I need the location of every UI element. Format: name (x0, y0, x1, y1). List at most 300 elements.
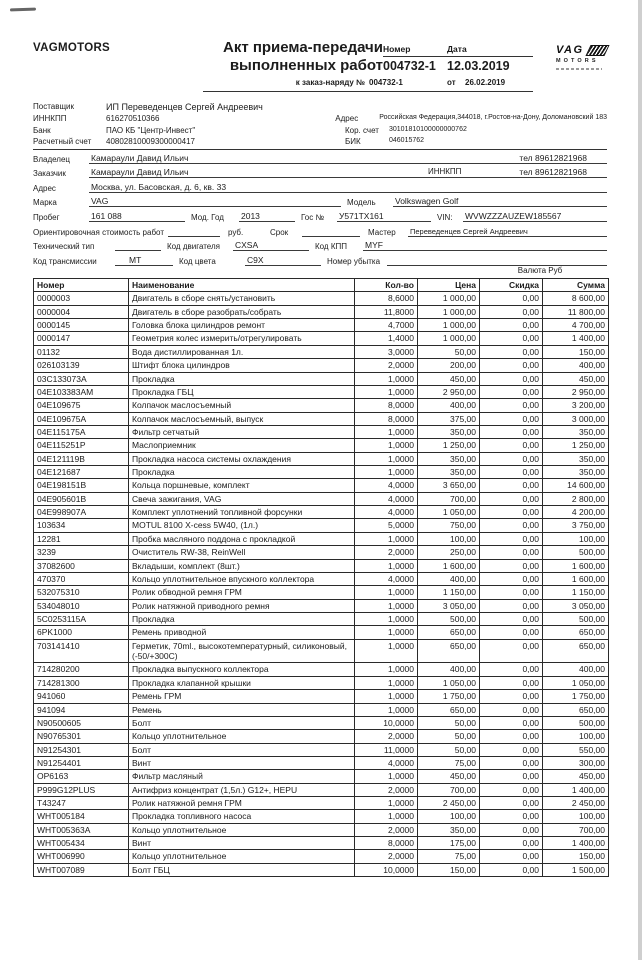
cell-discount: 0,00 (480, 756, 543, 769)
transmission-color-loss-row (33, 251, 607, 266)
cell-sum: 700,00 (543, 823, 609, 836)
cell-sum: 450,00 (543, 770, 609, 783)
cell-price: 350,00 (418, 466, 480, 479)
cell-sum: 350,00 (543, 452, 609, 465)
cell-sum: 3 750,00 (543, 519, 609, 532)
master-value: Переведенцев Сергей Андреевич (408, 227, 607, 237)
cell-price: 1 250,00 (418, 439, 480, 452)
order-info-block (33, 149, 607, 266)
engine-code-value: CXSA (233, 240, 309, 251)
cell-qty: 4,0000 (355, 479, 418, 492)
cell-price: 2 450,00 (418, 797, 480, 810)
cell-price: 150,00 (418, 863, 480, 876)
cell-number: 03C133073A (34, 372, 129, 385)
estimate-term-master-row (33, 222, 607, 237)
table-row (34, 612, 609, 625)
cell-qty: 2,0000 (355, 359, 418, 372)
cell-number: N90765301 (34, 730, 129, 743)
table-row (34, 345, 609, 358)
cell-sum: 2 800,00 (543, 492, 609, 505)
table-row (34, 676, 609, 689)
cell-name: Двигатель в сборе разобрать/собрать (129, 305, 355, 318)
cell-discount: 0,00 (480, 572, 543, 585)
supplier-account-value: 40802810009300000417 (106, 137, 195, 146)
logo-brand-text: VAG (556, 44, 584, 56)
cell-price: 650,00 (418, 703, 480, 716)
cell-name: Прокладка топливного насоса (129, 810, 355, 823)
cell-sum: 650,00 (543, 703, 609, 716)
cell-number: 532075310 (34, 586, 129, 599)
supplier-row (33, 135, 607, 147)
table-header-row (34, 279, 609, 292)
cell-number: 026103139 (34, 359, 129, 372)
cell-qty: 3,0000 (355, 345, 418, 358)
cell-price: 50,00 (418, 716, 480, 729)
order-ref-label: к заказ-наряду № (295, 78, 365, 87)
table-row (34, 332, 609, 345)
column-header-discount: Скидка (480, 279, 543, 292)
cell-sum: 2 450,00 (543, 797, 609, 810)
cell-sum: 500,00 (543, 612, 609, 625)
table-row (34, 837, 609, 850)
cell-price: 100,00 (418, 532, 480, 545)
cell-sum: 150,00 (543, 850, 609, 863)
cell-qty: 2,0000 (355, 546, 418, 559)
cell-price: 250,00 (418, 546, 480, 559)
table-row (34, 770, 609, 783)
cell-number: 941094 (34, 703, 129, 716)
customer-inn-label: ИННКПП (427, 167, 462, 177)
act-number-date-values (383, 59, 543, 73)
cell-discount: 0,00 (480, 412, 543, 425)
supplier-label: Поставщик (33, 101, 75, 111)
cell-name: Прокладка ГБЦ (129, 385, 355, 398)
cell-discount: 0,00 (480, 823, 543, 836)
master-label: Мастер (367, 227, 396, 237)
cell-sum: 1 400,00 (543, 837, 609, 850)
cell-sum: 3 200,00 (543, 399, 609, 412)
supplier-corr-account-value: 30101810100000000762 (389, 125, 467, 133)
cell-price: 350,00 (418, 452, 480, 465)
table-row (34, 756, 609, 769)
cell-number: WHT007089 (34, 863, 129, 876)
supplier-corr-account-label: Кор. счет (345, 125, 379, 135)
cell-discount: 0,00 (480, 599, 543, 612)
cell-price: 2 950,00 (418, 385, 480, 398)
cell-discount: 0,00 (480, 626, 543, 639)
cell-qty: 1,0000 (355, 532, 418, 545)
cell-number: 0000004 (34, 305, 129, 318)
plate-value: У571ТХ161 (337, 211, 431, 222)
cell-sum: 650,00 (543, 626, 609, 639)
cell-number: 04E115251P (34, 439, 129, 452)
table-row (34, 292, 609, 305)
cell-qty: 1,0000 (355, 612, 418, 625)
cell-discount: 0,00 (480, 372, 543, 385)
transmission-value: MT (115, 255, 173, 266)
cell-price: 350,00 (418, 425, 480, 438)
engine-code-label: Код двигателя (167, 242, 220, 252)
parts-table (33, 278, 609, 877)
cell-number: 04E115175A (34, 425, 129, 438)
table-row (34, 863, 609, 876)
cell-price: 700,00 (418, 492, 480, 505)
cell-number: 37082600 (34, 559, 129, 572)
cell-discount: 0,00 (480, 345, 543, 358)
cell-price: 750,00 (418, 519, 480, 532)
cell-name: Ролик натяжной приводного ремня (129, 599, 355, 612)
table-row (34, 810, 609, 823)
vag-motors-logo (556, 44, 620, 70)
cell-qty: 1,0000 (355, 626, 418, 639)
table-row (34, 663, 609, 676)
cell-price: 400,00 (418, 399, 480, 412)
cell-number: 534048010 (34, 599, 129, 612)
cell-sum: 1 500,00 (543, 863, 609, 876)
cell-price: 3 650,00 (418, 479, 480, 492)
cell-discount: 0,00 (480, 292, 543, 305)
cell-discount: 0,00 (480, 492, 543, 505)
cell-discount: 0,00 (480, 663, 543, 676)
cell-name: Кольцо уплотнительное впускного коллектора (129, 572, 355, 585)
cell-discount: 0,00 (480, 837, 543, 850)
customer-label: Заказчик (33, 169, 66, 179)
cell-sum: 500,00 (543, 716, 609, 729)
cell-number: P999G12PLUS (34, 783, 129, 796)
cell-price: 1 050,00 (418, 676, 480, 689)
cell-number: 470370 (34, 572, 129, 585)
cell-discount: 0,00 (480, 586, 543, 599)
cell-qty: 4,0000 (355, 572, 418, 585)
scan-page-edge (638, 0, 642, 960)
cell-name: Фильтр сетчатый (129, 425, 355, 438)
cell-price: 200,00 (418, 359, 480, 372)
estimate-label: Ориентировочная стоимость работ (33, 227, 164, 237)
cell-price: 75,00 (418, 850, 480, 863)
cell-qty: 2,0000 (355, 850, 418, 863)
color-code-value: C9X (245, 255, 321, 266)
cell-discount: 0,00 (480, 716, 543, 729)
column-header-price: Цена (418, 279, 480, 292)
cell-qty: 1,0000 (355, 797, 418, 810)
cell-name: Очиститель RW-38, ReinWell (129, 546, 355, 559)
cell-name: Кольцо уплотнительное (129, 730, 355, 743)
owner-row (33, 149, 607, 164)
cell-discount: 0,00 (480, 730, 543, 743)
cell-number: 04E103383AM (34, 385, 129, 398)
table-row (34, 439, 609, 452)
model-value: Volkswagen Golf (393, 196, 607, 207)
model-year-label: Мод. Год (191, 212, 224, 222)
cell-sum: 4 200,00 (543, 506, 609, 519)
table-row (34, 823, 609, 836)
cell-qty: 5,0000 (355, 519, 418, 532)
cell-qty: 1,0000 (355, 439, 418, 452)
table-row (34, 797, 609, 810)
cell-discount: 0,00 (480, 399, 543, 412)
cell-discount: 0,00 (480, 452, 543, 465)
mileage-year-plate-vin-row (33, 207, 607, 222)
cell-price: 1 600,00 (418, 559, 480, 572)
rub-label: руб. (227, 227, 244, 237)
table-row (34, 730, 609, 743)
cell-sum: 1 400,00 (543, 783, 609, 796)
cell-sum: 1 250,00 (543, 439, 609, 452)
cell-name: Маслоприемник (129, 439, 355, 452)
cell-name: Прокладка клапанной крышки (129, 676, 355, 689)
cell-qty: 8,6000 (355, 292, 418, 305)
cell-number: 0000003 (34, 292, 129, 305)
cell-qty: 1,0000 (355, 703, 418, 716)
cell-number: 04E121119B (34, 452, 129, 465)
cell-number: N91254401 (34, 756, 129, 769)
cell-price: 650,00 (418, 626, 480, 639)
act-date-label: Дата (447, 44, 467, 54)
cell-qty: 4,0000 (355, 506, 418, 519)
table-row (34, 743, 609, 756)
table-row (34, 319, 609, 332)
supplier-inn-value: 616270510366 (106, 114, 160, 123)
cell-price: 700,00 (418, 783, 480, 796)
cell-number: WHT005434 (34, 837, 129, 850)
cell-qty: 1,0000 (355, 452, 418, 465)
loss-number-label: Номер убытка (327, 256, 381, 266)
supplier-address-label: Адрес (335, 114, 359, 123)
cell-price: 375,00 (418, 412, 480, 425)
cell-name: Колпачок маслосъемный (129, 399, 355, 412)
cell-name: Винт (129, 837, 355, 850)
logo-sub-text: MOTORS (556, 58, 599, 64)
table-row (34, 716, 609, 729)
owner-phone: тел 89612821968 (519, 152, 587, 163)
table-row (34, 532, 609, 545)
cell-number: 5C0253115A (34, 612, 129, 625)
cell-price: 75,00 (418, 756, 480, 769)
customer-row (33, 164, 607, 179)
table-row (34, 412, 609, 425)
cell-discount: 0,00 (480, 676, 543, 689)
cell-sum: 650,00 (543, 639, 609, 663)
cell-price: 450,00 (418, 770, 480, 783)
kpp-code-label: Код КПП (315, 242, 347, 252)
cell-sum: 1 750,00 (543, 690, 609, 703)
cell-name: Штифт блока цилиндров (129, 359, 355, 372)
supplier-row (33, 123, 607, 135)
order-date-label: от (447, 78, 456, 87)
cell-sum: 500,00 (543, 546, 609, 559)
brand-label: Марка (33, 198, 57, 208)
cell-qty: 1,0000 (355, 810, 418, 823)
order-ref-number: 004732-1 (369, 78, 403, 87)
table-row (34, 546, 609, 559)
cell-name: Вода дистиллированная 1л. (129, 345, 355, 358)
supplier-address-value: Российская Федерация,344018, г.Ростов-на-Дону, Доломановский 183 (379, 114, 607, 121)
cell-number: 103634 (34, 519, 129, 532)
cell-price: 400,00 (418, 572, 480, 585)
act-number-date-labels (383, 44, 533, 57)
cell-number: N91254301 (34, 743, 129, 756)
cell-price: 50,00 (418, 743, 480, 756)
act-date-value: 12.03.2019 (447, 59, 510, 73)
logo-stripes-icon (585, 45, 609, 56)
cell-sum: 300,00 (543, 756, 609, 769)
cell-name: Болт (129, 716, 355, 729)
transmission-label: Код трансмиссии (33, 256, 97, 266)
cell-number: 714281300 (34, 676, 129, 689)
supplier-row (33, 112, 607, 124)
cell-price: 400,00 (418, 663, 480, 676)
cell-price: 3 050,00 (418, 599, 480, 612)
cell-qty: 1,0000 (355, 770, 418, 783)
cell-discount: 0,00 (480, 850, 543, 863)
term-label: Срок (269, 227, 289, 237)
cell-discount: 0,00 (480, 797, 543, 810)
cell-sum: 1 600,00 (543, 559, 609, 572)
column-header-qty: Кол-во (355, 279, 418, 292)
tech-type-label: Технический тип (33, 242, 95, 252)
cell-sum: 1 150,00 (543, 586, 609, 599)
cell-discount: 0,00 (480, 479, 543, 492)
parts-table-body (34, 292, 609, 877)
cell-discount: 0,00 (480, 703, 543, 716)
table-row (34, 626, 609, 639)
cell-discount: 0,00 (480, 559, 543, 572)
cell-number: 04E109675 (34, 399, 129, 412)
cell-name: Комплект уплотнений топливной форсунки (129, 506, 355, 519)
act-number-label: Номер (383, 44, 411, 54)
cell-sum: 1 600,00 (543, 572, 609, 585)
cell-qty: 8,0000 (355, 399, 418, 412)
table-row (34, 850, 609, 863)
cell-name: Ремень ГРМ (129, 690, 355, 703)
cell-name: Болт ГБЦ (129, 863, 355, 876)
cell-name: Кольца поршневые, комплект (129, 479, 355, 492)
cell-name: Свеча зажигания, VAG (129, 492, 355, 505)
cell-name: Прокладка (129, 372, 355, 385)
table-row (34, 425, 609, 438)
customer-address-row (33, 178, 607, 193)
table-row (34, 372, 609, 385)
cell-name: Герметик, 70ml., высокотемпературный, силиконовый, (-50/+300C) (129, 639, 355, 663)
cell-discount: 0,00 (480, 519, 543, 532)
cell-discount: 0,00 (480, 612, 543, 625)
supplier-inn-label: ИННКПП (33, 114, 67, 123)
cell-qty: 10,0000 (355, 863, 418, 876)
cell-sum: 8 600,00 (543, 292, 609, 305)
model-year-value: 2013 (239, 211, 295, 222)
cell-qty: 8,0000 (355, 837, 418, 850)
cell-discount: 0,00 (480, 546, 543, 559)
cell-discount: 0,00 (480, 425, 543, 438)
cell-qty: 1,0000 (355, 676, 418, 689)
cell-qty: 1,0000 (355, 663, 418, 676)
table-row (34, 305, 609, 318)
cell-sum: 100,00 (543, 810, 609, 823)
cell-name: Прокладка (129, 612, 355, 625)
cell-sum: 1 050,00 (543, 676, 609, 689)
tech-type-engine-kpp-row (33, 237, 607, 252)
cell-sum: 11 800,00 (543, 305, 609, 318)
cell-price: 1 150,00 (418, 586, 480, 599)
cell-name: Прокладка выпускного коллектора (129, 663, 355, 676)
supplier-bank-value: ПАО КБ "Центр-Инвест" (106, 125, 196, 135)
table-row (34, 559, 609, 572)
parts-table-wrap (33, 278, 608, 877)
cell-discount: 0,00 (480, 810, 543, 823)
cell-price: 500,00 (418, 612, 480, 625)
table-row (34, 572, 609, 585)
supplier-bik-value: 046015762 (389, 137, 425, 144)
cell-number: 04E998907A (34, 506, 129, 519)
cell-discount: 0,00 (480, 770, 543, 783)
order-reference-row (203, 78, 533, 92)
supplier-bik-label: БИК (345, 137, 361, 146)
cell-sum: 400,00 (543, 359, 609, 372)
vin-label: VIN: (437, 212, 453, 222)
cell-name: Пробка масляного поддона с прокладкой (129, 532, 355, 545)
cell-qty: 2,0000 (355, 783, 418, 796)
supplier-bank-label: Банк (33, 125, 51, 135)
cell-number: 0000147 (34, 332, 129, 345)
mileage-value: 161 088 (89, 211, 185, 222)
cell-qty: 4,7000 (355, 319, 418, 332)
supplier-account-label: Расчетный счет (33, 137, 92, 146)
cell-number: WHT006990 (34, 850, 129, 863)
document-title-line2: выполненных работ (229, 57, 383, 74)
cell-price: 1 000,00 (418, 319, 480, 332)
cell-discount: 0,00 (480, 639, 543, 663)
cell-qty: 2,0000 (355, 823, 418, 836)
customer-address-label: Адрес (33, 183, 56, 193)
cell-name: Вкладыши, комплект (8шт.) (129, 559, 355, 572)
cell-discount: 0,00 (480, 305, 543, 318)
cell-sum: 450,00 (543, 372, 609, 385)
cell-discount: 0,00 (480, 532, 543, 545)
column-header-number: Номер (34, 279, 129, 292)
cell-number: 12281 (34, 532, 129, 545)
table-row (34, 519, 609, 532)
customer-phone: тел 89612821968 (519, 167, 587, 178)
cell-number: 01132 (34, 345, 129, 358)
currency-label: Валюта Руб (517, 266, 563, 275)
cell-qty: 1,0000 (355, 559, 418, 572)
cell-discount: 0,00 (480, 332, 543, 345)
cell-qty: 1,0000 (355, 639, 418, 663)
cell-sum: 400,00 (543, 663, 609, 676)
cell-number: N90500605 (34, 716, 129, 729)
color-code-label: Код цвета (179, 256, 216, 266)
logo-tagline (556, 68, 602, 70)
cell-number: 941060 (34, 690, 129, 703)
table-row (34, 690, 609, 703)
cell-name: Фильтр масляный (129, 770, 355, 783)
brand-value: VAG (89, 196, 341, 207)
cell-number: 04E905601B (34, 492, 129, 505)
cell-sum: 3 050,00 (543, 599, 609, 612)
cell-name: Колпачок маслосъемный, выпуск (129, 412, 355, 425)
cell-price: 100,00 (418, 810, 480, 823)
cell-name: Ролик натяжной ремня ГРМ (129, 797, 355, 810)
cell-price: 50,00 (418, 730, 480, 743)
cell-name: Ремень (129, 703, 355, 716)
cell-qty: 1,0000 (355, 690, 418, 703)
cell-discount: 0,00 (480, 439, 543, 452)
table-row (34, 506, 609, 519)
cell-discount: 0,00 (480, 319, 543, 332)
cell-qty: 1,0000 (355, 599, 418, 612)
customer-value: Камараули Давид Ильич (91, 167, 189, 178)
cell-sum: 350,00 (543, 425, 609, 438)
